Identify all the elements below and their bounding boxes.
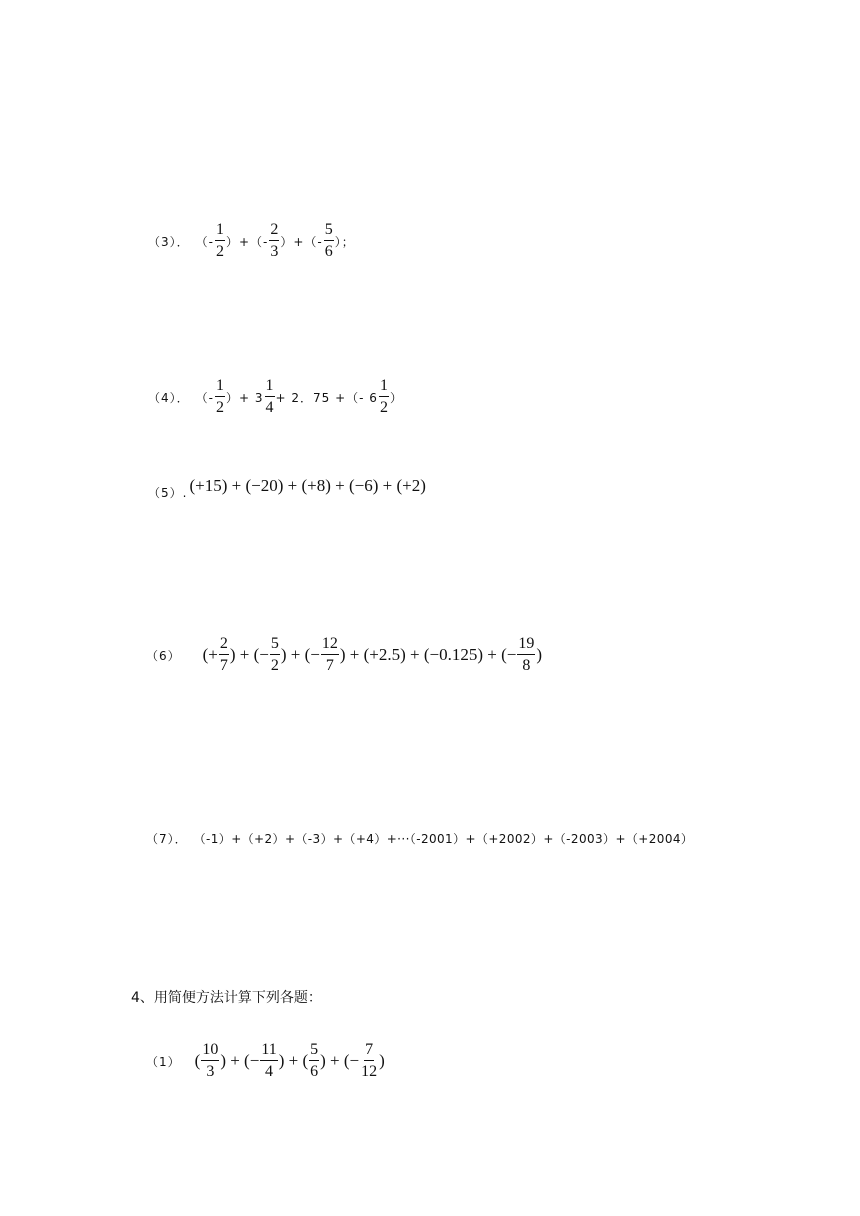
problem-6: [146, 636, 542, 674]
expr-text: ）+ 3: [225, 390, 264, 405]
numerator: 1: [215, 222, 225, 241]
numerator: 12: [321, 636, 339, 655]
expr-text: ) + (+2.5) + (−0.125) + (−: [339, 645, 517, 664]
denominator: 2: [379, 399, 388, 416]
denominator: 4: [265, 1063, 274, 1080]
fraction: [260, 1042, 277, 1080]
expr-text: ) + (−: [220, 1051, 260, 1070]
fraction: [215, 378, 225, 416]
numerator: 7: [364, 1042, 374, 1061]
expr-text: ）: [389, 390, 403, 405]
denominator: 2: [270, 657, 279, 674]
expression: (+15) + (−20) + (+8) + (−6) + (+2): [189, 476, 426, 495]
denominator: 3: [206, 1063, 215, 1080]
denominator: 6: [324, 243, 333, 260]
denominator: 8: [522, 657, 531, 674]
fraction: [379, 378, 389, 416]
numerator: 5: [270, 636, 280, 655]
numerator: 2: [269, 222, 279, 241]
expr-text: (: [194, 1051, 201, 1070]
expr-text: ）+（-: [225, 234, 269, 249]
expr-text: ）+（-: [280, 234, 323, 249]
problem-label: （1）: [146, 1054, 181, 1069]
expr-text: ) + (−: [320, 1051, 360, 1070]
section-heading: 4、用简便方法计算下列各题：: [131, 990, 322, 1006]
denominator: 7: [325, 657, 334, 674]
fraction: [265, 378, 275, 416]
expr-text: ): [379, 1051, 385, 1070]
problem-3: [148, 222, 355, 260]
problem-label: （6）: [146, 648, 181, 663]
expr-text: (+: [202, 645, 218, 664]
fraction: [269, 222, 279, 260]
numerator: 5: [309, 1042, 319, 1061]
numerator: 19: [517, 636, 535, 655]
numerator: 1: [265, 378, 275, 397]
denominator: 4: [265, 399, 274, 416]
problem-label: （5）.: [148, 485, 188, 500]
problem-label: （4）．: [148, 390, 190, 405]
problem-7: [146, 830, 693, 847]
denominator: 2: [215, 399, 224, 416]
denominator: 7: [219, 657, 228, 674]
fraction: [219, 636, 229, 674]
expr-text: ）；: [334, 234, 355, 249]
expression: （-1）+（+2）+（-3）+（+4）+···（-2001）+（+2002）+（-2003）+（+2004）: [193, 832, 694, 846]
numerator: 1: [379, 378, 389, 397]
expr-text: （-: [195, 234, 214, 249]
problem-label: （7）．: [146, 832, 188, 846]
fraction: [517, 636, 535, 674]
problem-4: [148, 378, 403, 416]
numerator: 2: [219, 636, 229, 655]
fraction: [215, 222, 225, 260]
expr-text: ) + (: [278, 1051, 309, 1070]
fraction: [201, 1042, 219, 1080]
denominator: 3: [270, 243, 279, 260]
expr-text: ) + (−: [229, 645, 269, 664]
denominator: 2: [215, 243, 224, 260]
fraction: [321, 636, 339, 674]
fraction: [270, 636, 280, 674]
problem-5: [148, 476, 426, 500]
fraction: [309, 1042, 319, 1080]
expr-text: ): [536, 645, 543, 664]
fraction: [324, 222, 334, 260]
question-1: [146, 1042, 385, 1080]
expr-text: + 2．75 +（- 6: [275, 390, 378, 405]
numerator: 5: [324, 222, 334, 241]
denominator: 12: [361, 1063, 378, 1080]
fraction: [360, 1042, 378, 1080]
problem-label: （3）．: [148, 234, 190, 249]
numerator: 1: [215, 378, 225, 397]
denominator: 6: [310, 1063, 319, 1080]
numerator: 10: [201, 1042, 219, 1061]
expr-text: ) + (−: [280, 645, 320, 664]
numerator: 11: [260, 1042, 277, 1061]
expr-text: （-: [195, 390, 214, 405]
